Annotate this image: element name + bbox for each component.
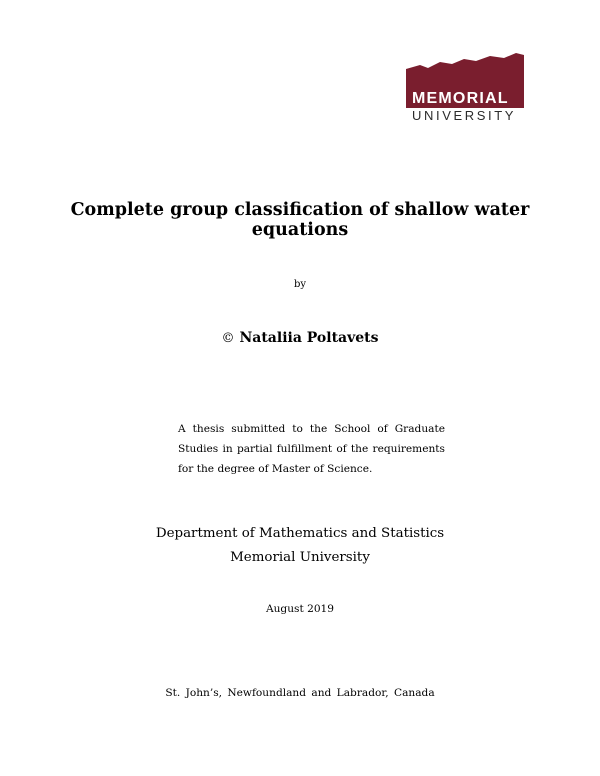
title-line-2: equations [251, 220, 349, 240]
department-name: Department of Mathematics and Statistics [155, 526, 445, 541]
copyright-symbol: © [221, 331, 235, 346]
author-line [0, 330, 600, 346]
logo-word-memorial: MEMORIAL [412, 90, 509, 107]
logo-word-university: UNIVERSITY [412, 108, 517, 123]
submission-date: August 2019 [265, 603, 335, 615]
memorial-university-logo [406, 52, 524, 124]
university-name: Memorial University [230, 550, 370, 565]
thesis-title [0, 200, 600, 240]
thesis-statement: A thesis submitted to the School of Graduate Studies in partial fulfillment of the requirements for the degree of Master of Science. [178, 423, 445, 475]
location: St. John’s, Newfoundland and Labrador, Canada [165, 687, 435, 699]
title-line-1: Complete group classification of shallow water [70, 200, 530, 220]
by-label: by [293, 279, 307, 290]
author-name: Nataliia Poltavets [239, 330, 379, 346]
affiliation-block [0, 522, 600, 570]
